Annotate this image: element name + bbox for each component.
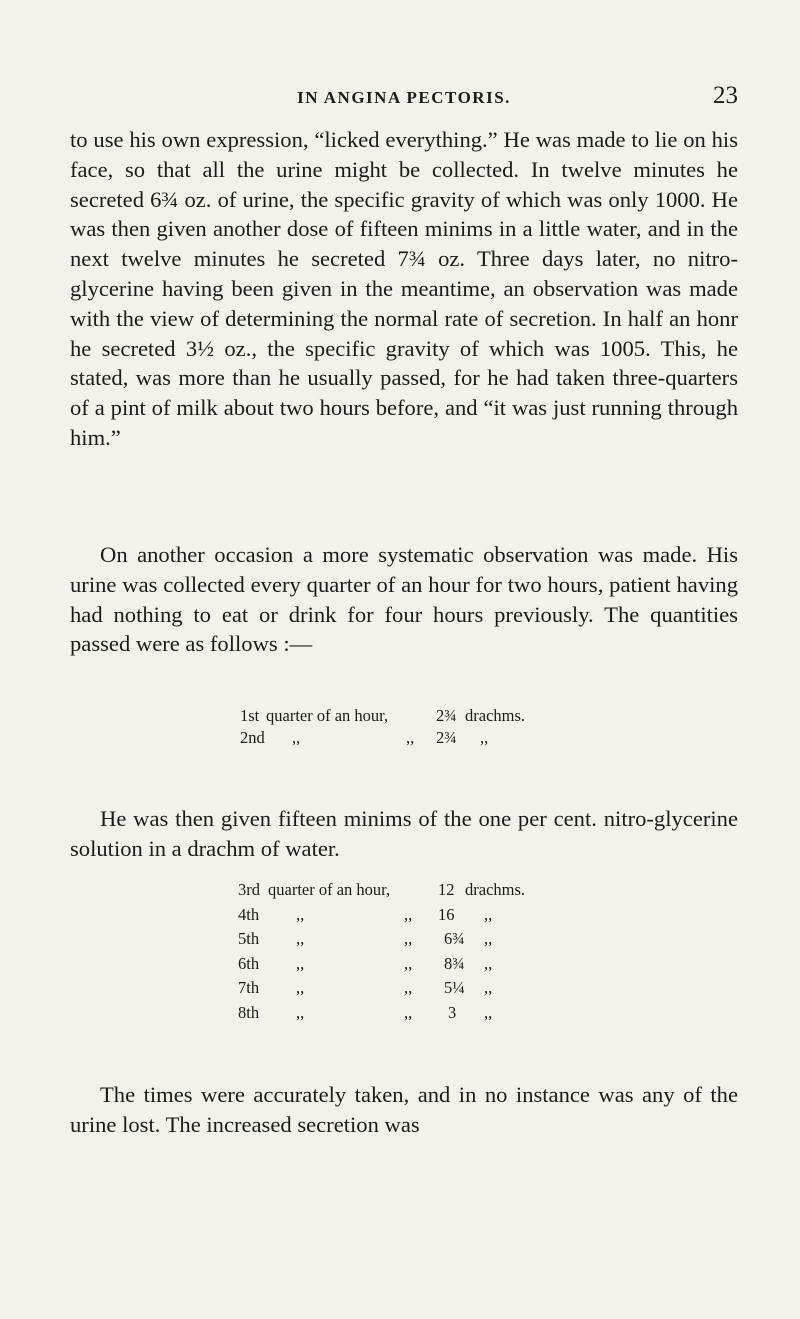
quantities-table-before: [240, 706, 580, 750]
ditto-cell: ,,: [404, 978, 413, 997]
table-row: [240, 728, 580, 750]
table-row: [238, 929, 598, 954]
ditto-cell: ,,: [484, 953, 493, 973]
ditto-cell: ,,: [484, 978, 493, 997]
ditto-cell: ,,: [484, 929, 493, 948]
ditto-cell: ,,: [406, 728, 415, 747]
ditto-cell: ,,: [404, 929, 413, 948]
quantity-cell: 3: [448, 1002, 457, 1022]
unit-cell: quarter of an hour,: [268, 880, 391, 899]
ditto-cell: ,,: [296, 929, 305, 948]
paragraph: He was then given fifteen minims of the one per cent. nitro-glycerine solution in a drachm of water.: [70, 806, 738, 861]
ditto-cell: ,,: [404, 953, 413, 973]
table-row: [240, 706, 580, 728]
page-number: 23: [713, 82, 738, 109]
quantities-table-after: [238, 880, 598, 1050]
ditto-cell: ,,: [404, 1002, 413, 1022]
table-row: [238, 905, 598, 930]
paragraph: to use his own expression, “licked everything.” He was made to lie on his face, so that all the urine might be collected. In twelve minutes he secreted 6¾ oz. of urine, the specific gravity of which was only 1000. He was then given another dose of fifteen minims in a little water, and in the next twelve minutes he secreted 7¾ oz. Three days later, no nitro-glycerine having been given in the meantime, an observation was made with the view of determining the normal rate of secretion. In half an honr he secreted 3½ oz., the specific gravity of which was 1005. This, he stated, was more than he usually passed, for he had taken three-quarters of a pint of milk about two hours before, and “it was just running through him.”: [70, 127, 738, 450]
table-row: [238, 954, 598, 979]
measure-cell: drachms.: [465, 706, 526, 725]
ordinal-cell: 2nd: [240, 728, 265, 747]
unit-cell: quarter of an hour,: [266, 706, 389, 725]
table-row: [238, 1003, 598, 1028]
ditto-cell: ,,: [484, 904, 493, 924]
ditto-cell: ,,: [480, 728, 489, 747]
ordinal-cell: 3rd: [238, 880, 260, 899]
quantity-cell: 2¾: [436, 706, 457, 725]
quantity-cell: 6¾: [444, 929, 465, 948]
ordinal-cell: 8th: [238, 1002, 260, 1022]
quantity-cell: 8¾: [444, 953, 465, 973]
paragraph: On another occasion a more systematic observation was made. His urine was collected every quarter of an hour for two hours, patient having had nothing to eat or drink for four hours previously. The quantities passed were as follows :—: [70, 542, 738, 657]
table-row: [238, 880, 598, 905]
measure-cell: drachms.: [465, 880, 526, 899]
ditto-cell: ,,: [296, 904, 305, 924]
ordinal-cell: 6th: [238, 953, 260, 973]
ditto-cell: ,,: [484, 1002, 493, 1022]
quantity-cell: 5¼: [444, 978, 465, 997]
ordinal-cell: 7th: [238, 978, 260, 997]
paragraph: The times were accurately taken, and in no instance was any of the urine lost. The increased secretion was: [70, 1082, 738, 1137]
ordinal-cell: 5th: [238, 929, 260, 948]
table-row: [238, 978, 598, 1003]
ordinal-cell: 4th: [238, 904, 260, 924]
ditto-cell: ,,: [292, 728, 301, 747]
ordinal-cell: 1st: [240, 706, 260, 725]
ditto-cell: ,,: [296, 1002, 305, 1022]
running-title: IN ANGINA PECTORIS.: [297, 88, 511, 107]
quantity-cell: 16: [438, 904, 455, 924]
ditto-cell: ,,: [404, 904, 413, 924]
page-header: [70, 84, 738, 114]
ditto-cell: ,,: [296, 978, 305, 997]
quantity-cell: 2¾: [436, 728, 457, 747]
quantity-cell: 12: [438, 880, 455, 899]
ditto-cell: ,,: [296, 953, 305, 973]
